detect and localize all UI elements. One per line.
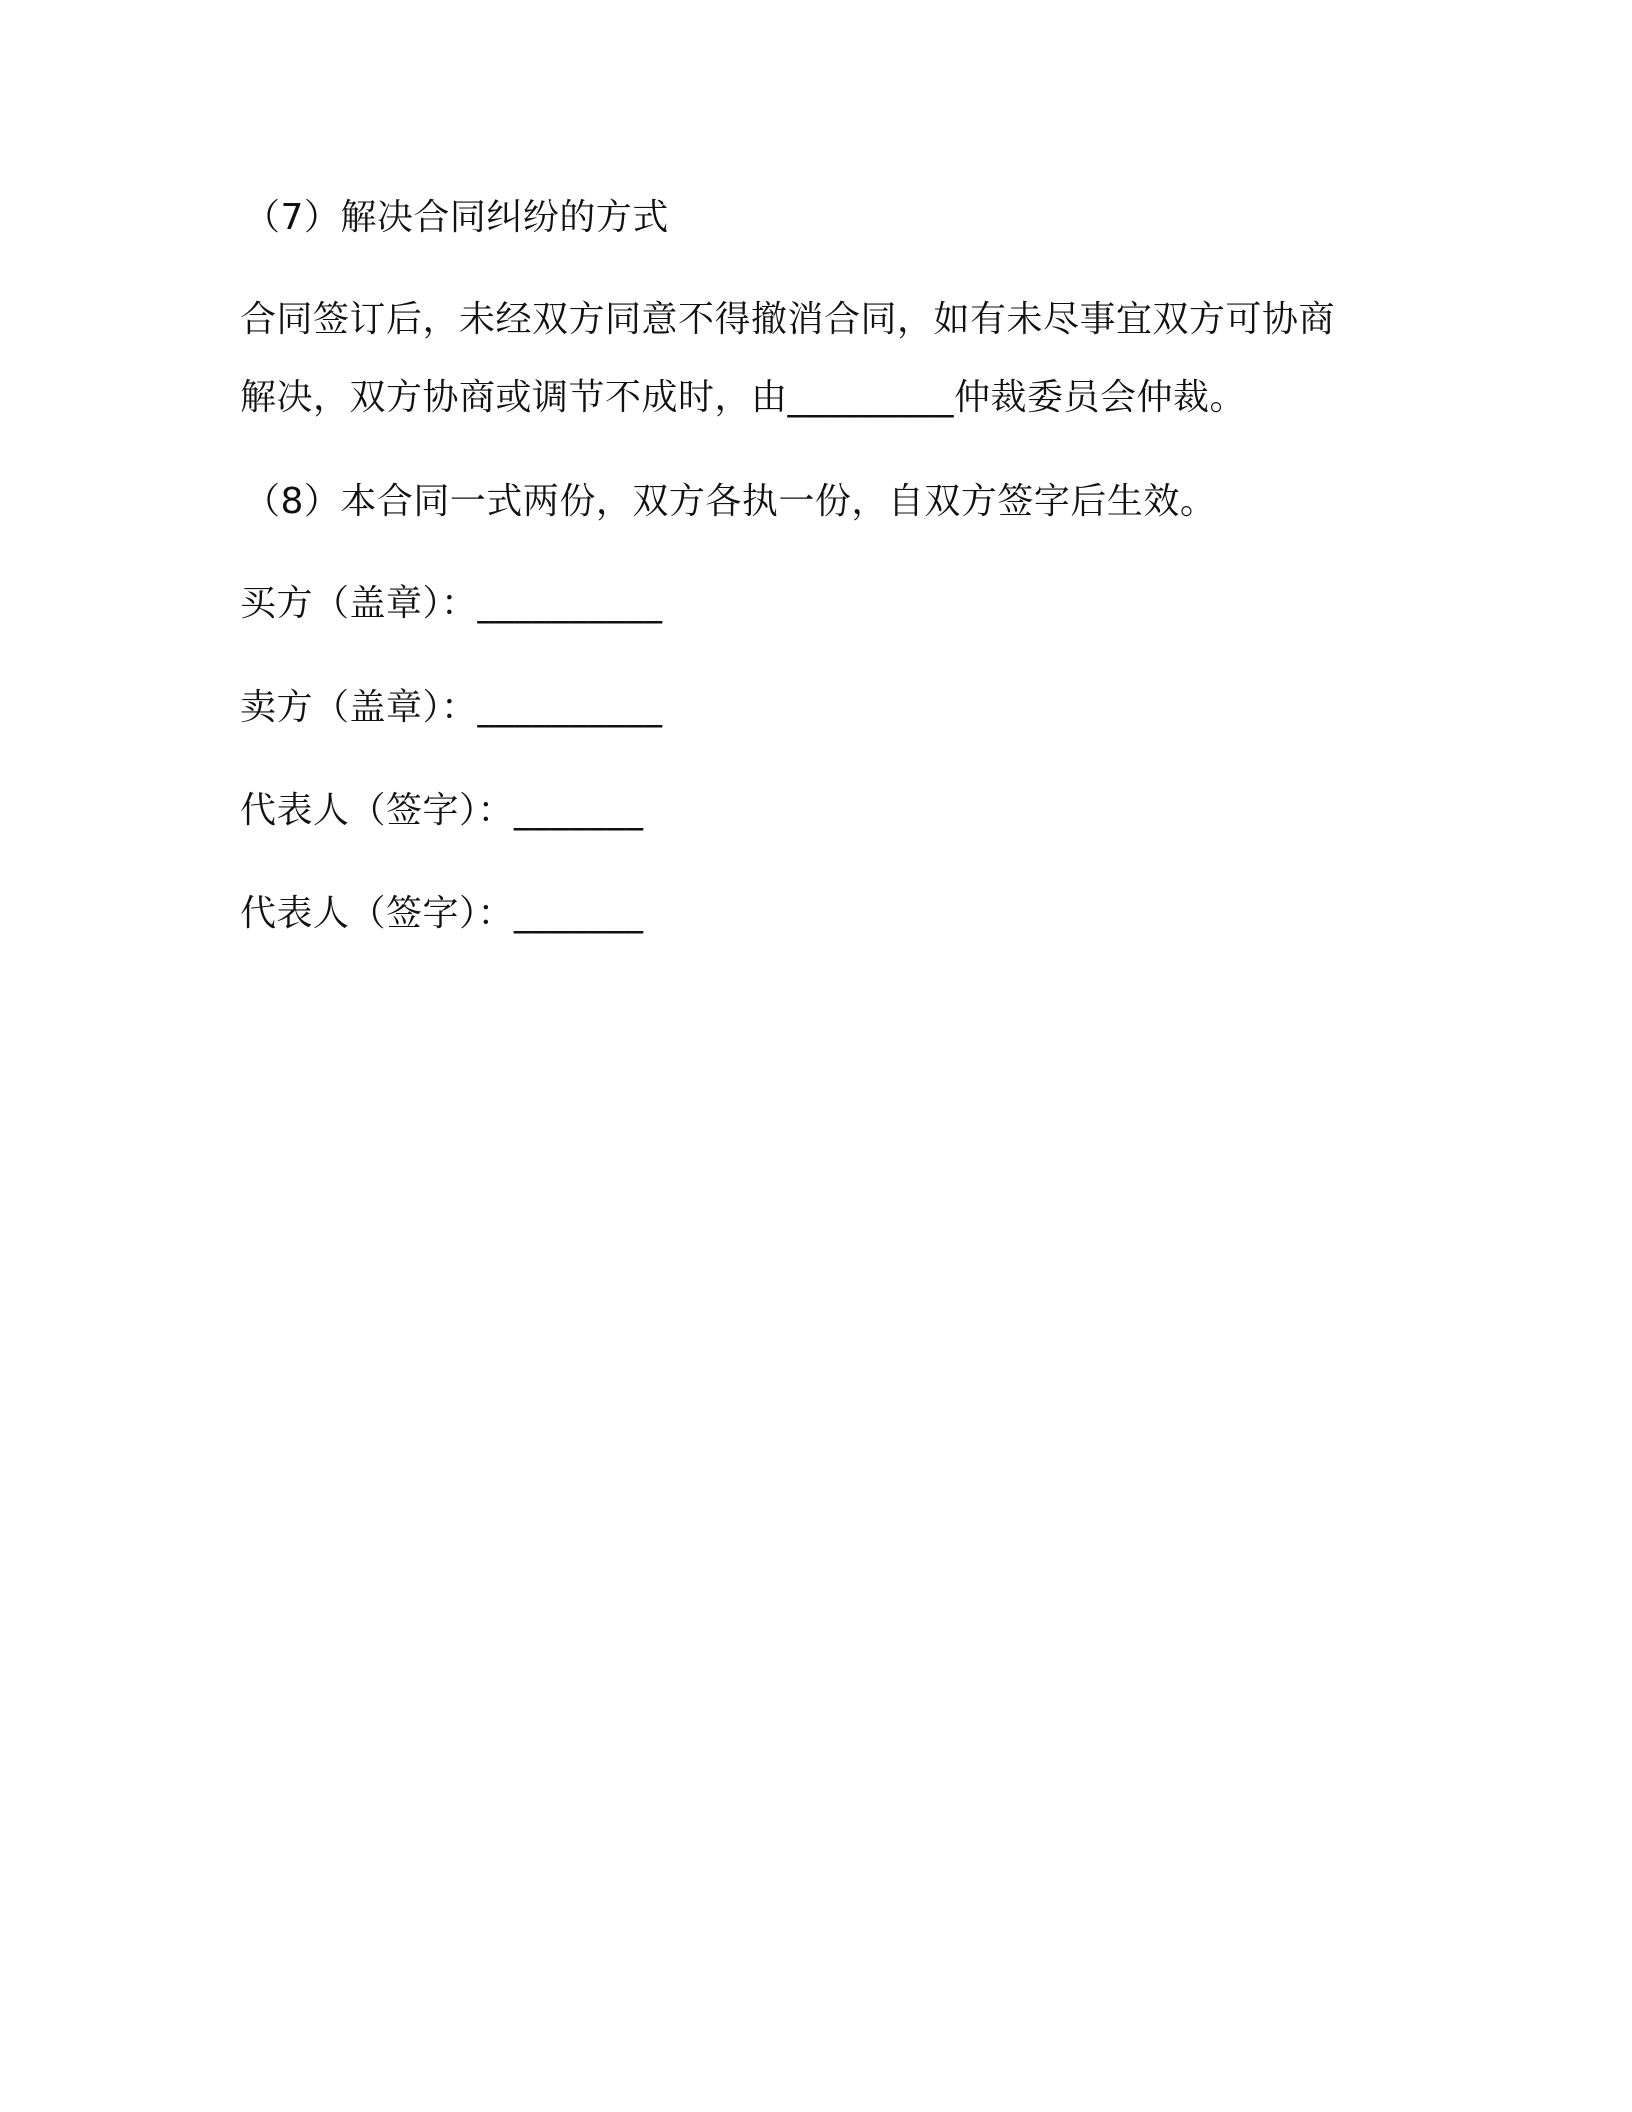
- section-7-body-line-1: 合同签订后，未经双方同意不得撤消合同，如有未尽事宜双方可协商: [240, 299, 1336, 340]
- section-7-body-line-2: 解决，双方协商或调节不成时，由_________仲裁委员会仲裁。: [240, 377, 1247, 418]
- representative-signature-line-2: 代表人（签字）：_______: [240, 893, 644, 934]
- section-8-text: （8）本合同一式两份，双方各执一份，自双方签字后生效。: [244, 481, 1217, 522]
- section-7-heading: （7）解决合同纠纷的方式: [244, 197, 669, 238]
- representative-signature-line-1: 代表人（签字）：_______: [240, 790, 644, 831]
- buyer-seal-line: 买方（盖章）：__________: [240, 583, 663, 624]
- seller-seal-line: 卖方（盖章）：__________: [240, 687, 663, 728]
